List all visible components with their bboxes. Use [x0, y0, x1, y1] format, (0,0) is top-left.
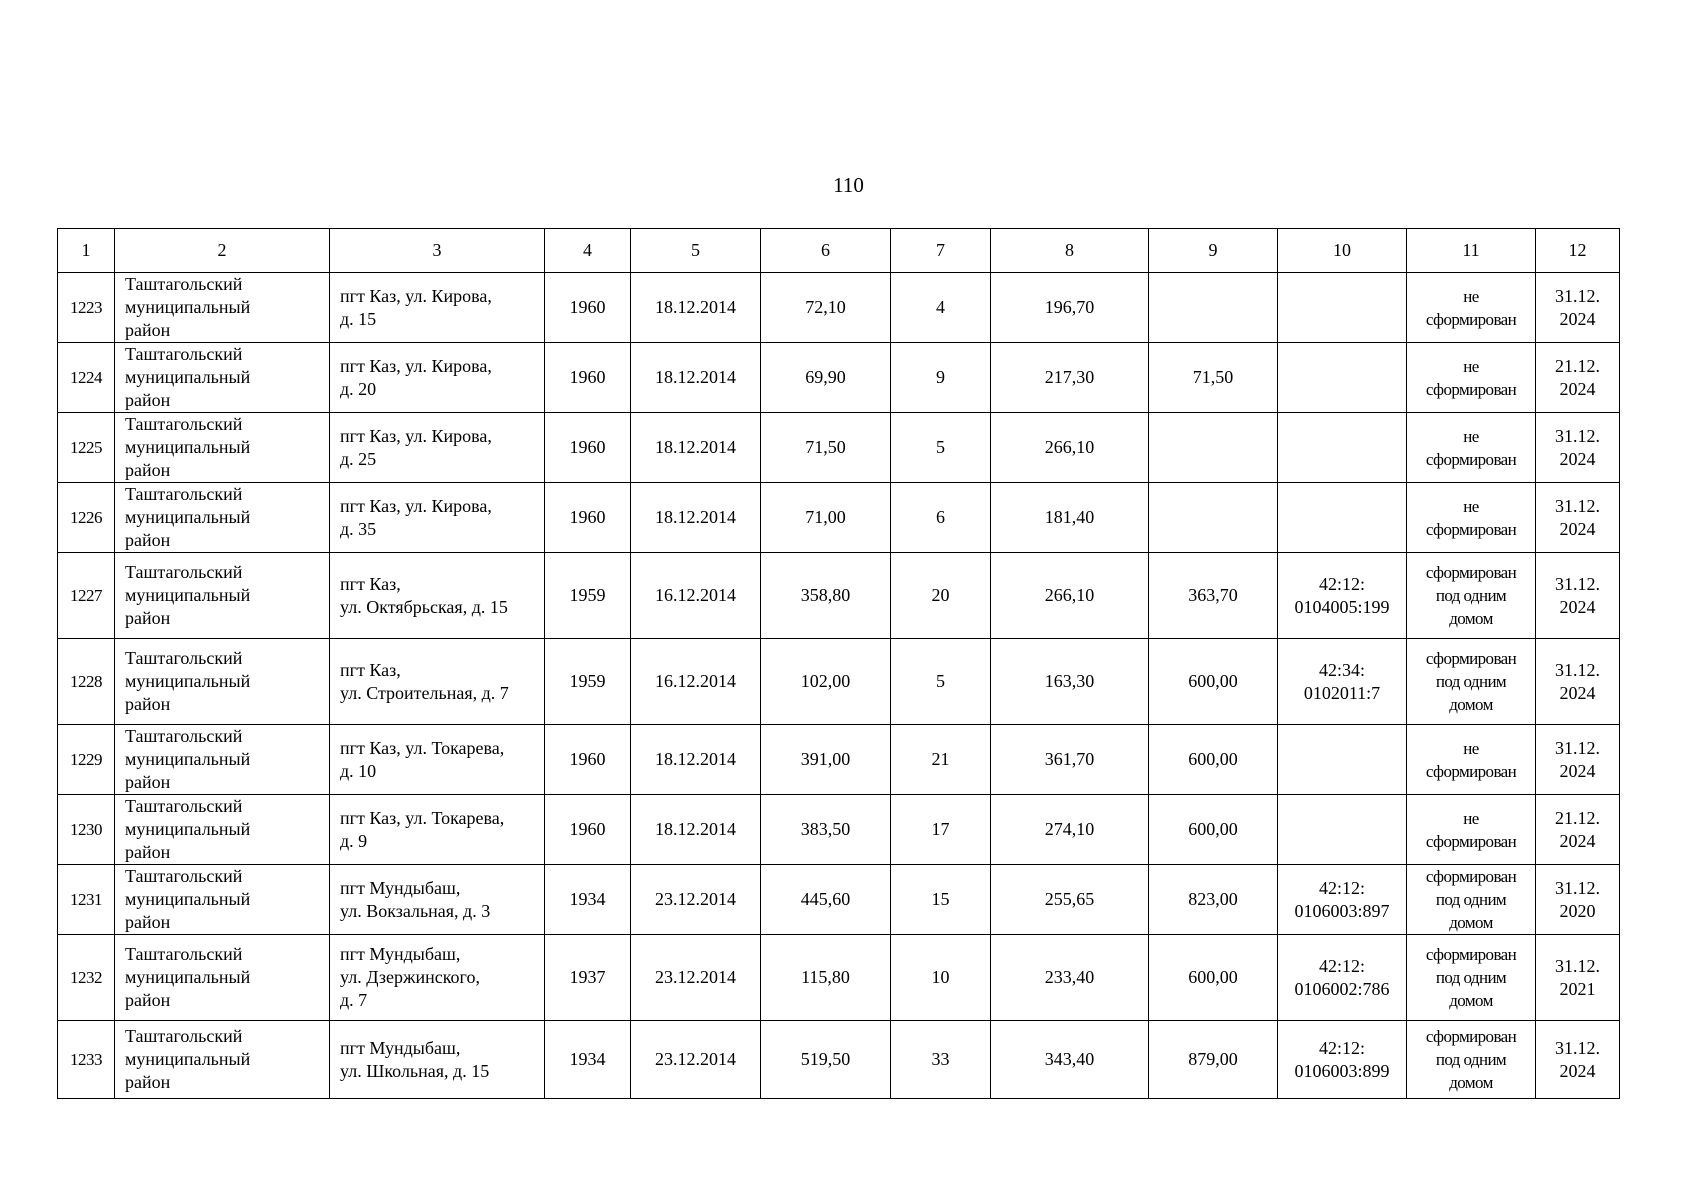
column-header: 12 [1536, 229, 1620, 273]
land-plot-status-cell: не сформирован [1407, 273, 1536, 343]
col8-value-cell: 217,30 [991, 343, 1149, 413]
table-row [58, 725, 1620, 795]
date-cell: 18.12.2014 [631, 343, 761, 413]
cadastral-number-cell [1278, 725, 1407, 795]
year-built-cell: 1960 [545, 483, 631, 553]
col9-value-cell: 879,00 [1149, 1021, 1278, 1099]
col8-value-cell: 181,40 [991, 483, 1149, 553]
table-row [58, 553, 1620, 639]
district-cell: Таштагольский муниципальный район [115, 1021, 330, 1099]
col9-value-cell: 363,70 [1149, 553, 1278, 639]
address-cell: пгт Каз, ул. Токарева, д. 10 [330, 725, 545, 795]
date-cell: 16.12.2014 [631, 639, 761, 725]
district-cell: Таштагольский муниципальный район [115, 553, 330, 639]
deadline-date-cell: 31.12. 2024 [1536, 413, 1620, 483]
deadline-date-cell: 31.12. 2021 [1536, 935, 1620, 1021]
col6-value-cell: 72,10 [761, 273, 891, 343]
district-cell: Таштагольский муниципальный район [115, 483, 330, 553]
col9-value-cell: 600,00 [1149, 725, 1278, 795]
district-cell: Таштагольский муниципальный район [115, 413, 330, 483]
column-header: 10 [1278, 229, 1407, 273]
row-number-cell: 1227 [58, 553, 115, 639]
year-built-cell: 1960 [545, 273, 631, 343]
row-number-cell: 1232 [58, 935, 115, 1021]
col9-value-cell: 600,00 [1149, 795, 1278, 865]
deadline-date-cell: 31.12. 2024 [1536, 483, 1620, 553]
year-built-cell: 1934 [545, 865, 631, 935]
row-number-cell: 1226 [58, 483, 115, 553]
table-row [58, 795, 1620, 865]
date-cell: 16.12.2014 [631, 553, 761, 639]
deadline-date-cell: 31.12. 2024 [1536, 725, 1620, 795]
col8-value-cell: 233,40 [991, 935, 1149, 1021]
housing-register-table [57, 228, 1620, 1099]
year-built-cell: 1959 [545, 553, 631, 639]
year-built-cell: 1937 [545, 935, 631, 1021]
address-cell: пгт Каз, ул. Кирова, д. 25 [330, 413, 545, 483]
cadastral-number-cell: 42:12: 0106003:899 [1278, 1021, 1407, 1099]
col9-value-cell: 823,00 [1149, 865, 1278, 935]
year-built-cell: 1960 [545, 795, 631, 865]
deadline-date-cell: 31.12. 2020 [1536, 865, 1620, 935]
col9-value-cell [1149, 483, 1278, 553]
col7-value-cell: 9 [891, 343, 991, 413]
address-cell: пгт Каз, ул. Токарева, д. 9 [330, 795, 545, 865]
column-header: 6 [761, 229, 891, 273]
address-cell: пгт Каз, ул. Кирова, д. 35 [330, 483, 545, 553]
col6-value-cell: 383,50 [761, 795, 891, 865]
district-cell: Таштагольский муниципальный район [115, 865, 330, 935]
cadastral-number-cell [1278, 343, 1407, 413]
land-plot-status-cell: сформирован под одним домом [1407, 639, 1536, 725]
address-cell: пгт Мундыбаш, ул. Школьная, д. 15 [330, 1021, 545, 1099]
land-plot-status-cell: сформирован под одним домом [1407, 1021, 1536, 1099]
land-plot-status-cell: не сформирован [1407, 413, 1536, 483]
row-number-cell: 1233 [58, 1021, 115, 1099]
col7-value-cell: 21 [891, 725, 991, 795]
col8-value-cell: 196,70 [991, 273, 1149, 343]
date-cell: 18.12.2014 [631, 413, 761, 483]
column-number-row [58, 229, 1620, 273]
cadastral-number-cell: 42:12: 0104005:199 [1278, 553, 1407, 639]
address-cell: пгт Мундыбаш, ул. Дзержинского, д. 7 [330, 935, 545, 1021]
col8-value-cell: 266,10 [991, 553, 1149, 639]
district-cell: Таштагольский муниципальный район [115, 725, 330, 795]
col8-value-cell: 255,65 [991, 865, 1149, 935]
deadline-date-cell: 21.12. 2024 [1536, 795, 1620, 865]
col6-value-cell: 519,50 [761, 1021, 891, 1099]
date-cell: 23.12.2014 [631, 865, 761, 935]
table-row [58, 273, 1620, 343]
col8-value-cell: 266,10 [991, 413, 1149, 483]
table-row [58, 865, 1620, 935]
date-cell: 18.12.2014 [631, 483, 761, 553]
col8-value-cell: 163,30 [991, 639, 1149, 725]
cadastral-number-cell [1278, 413, 1407, 483]
row-number-cell: 1230 [58, 795, 115, 865]
date-cell: 18.12.2014 [631, 273, 761, 343]
deadline-date-cell: 31.12. 2024 [1536, 273, 1620, 343]
col8-value-cell: 361,70 [991, 725, 1149, 795]
year-built-cell: 1959 [545, 639, 631, 725]
year-built-cell: 1960 [545, 343, 631, 413]
column-header: 8 [991, 229, 1149, 273]
date-cell: 23.12.2014 [631, 1021, 761, 1099]
col8-value-cell: 343,40 [991, 1021, 1149, 1099]
table-row [58, 413, 1620, 483]
col6-value-cell: 115,80 [761, 935, 891, 1021]
col9-value-cell [1149, 273, 1278, 343]
col6-value-cell: 358,80 [761, 553, 891, 639]
row-number-cell: 1225 [58, 413, 115, 483]
column-header: 7 [891, 229, 991, 273]
col9-value-cell [1149, 413, 1278, 483]
cadastral-number-cell [1278, 483, 1407, 553]
cadastral-number-cell: 42:12: 0106002:786 [1278, 935, 1407, 1021]
col6-value-cell: 71,00 [761, 483, 891, 553]
col6-value-cell: 391,00 [761, 725, 891, 795]
column-header: 11 [1407, 229, 1536, 273]
col7-value-cell: 20 [891, 553, 991, 639]
column-header: 3 [330, 229, 545, 273]
cadastral-number-cell: 42:34: 0102011:7 [1278, 639, 1407, 725]
deadline-date-cell: 31.12. 2024 [1536, 553, 1620, 639]
column-header: 9 [1149, 229, 1278, 273]
row-number-cell: 1224 [58, 343, 115, 413]
year-built-cell: 1960 [545, 413, 631, 483]
land-plot-status-cell: не сформирован [1407, 795, 1536, 865]
cadastral-number-cell: 42:12: 0106003:897 [1278, 865, 1407, 935]
district-cell: Таштагольский муниципальный район [115, 935, 330, 1021]
land-plot-status-cell: не сформирован [1407, 483, 1536, 553]
row-number-cell: 1229 [58, 725, 115, 795]
row-number-cell: 1228 [58, 639, 115, 725]
column-header: 2 [115, 229, 330, 273]
col7-value-cell: 4 [891, 273, 991, 343]
district-cell: Таштагольский муниципальный район [115, 639, 330, 725]
table-body [58, 273, 1620, 1099]
district-cell: Таштагольский муниципальный район [115, 795, 330, 865]
col8-value-cell: 274,10 [991, 795, 1149, 865]
col6-value-cell: 71,50 [761, 413, 891, 483]
table-row [58, 935, 1620, 1021]
land-plot-status-cell: сформирован под одним домом [1407, 935, 1536, 1021]
col7-value-cell: 5 [891, 413, 991, 483]
col9-value-cell: 600,00 [1149, 639, 1278, 725]
table-row [58, 639, 1620, 725]
year-built-cell: 1960 [545, 725, 631, 795]
address-cell: пгт Каз, ул. Октябрьская, д. 15 [330, 553, 545, 639]
col7-value-cell: 6 [891, 483, 991, 553]
address-cell: пгт Каз, ул. Строительная, д. 7 [330, 639, 545, 725]
address-cell: пгт Мундыбаш, ул. Вокзальная, д. 3 [330, 865, 545, 935]
col6-value-cell: 69,90 [761, 343, 891, 413]
col7-value-cell: 17 [891, 795, 991, 865]
col9-value-cell: 71,50 [1149, 343, 1278, 413]
land-plot-status-cell: не сформирован [1407, 343, 1536, 413]
page-number: 110 [833, 173, 864, 197]
land-plot-status-cell: сформирован под одним домом [1407, 553, 1536, 639]
district-cell: Таштагольский муниципальный район [115, 343, 330, 413]
cadastral-number-cell [1278, 273, 1407, 343]
land-plot-status-cell: сформирован под одним домом [1407, 865, 1536, 935]
column-header: 4 [545, 229, 631, 273]
deadline-date-cell: 31.12. 2024 [1536, 1021, 1620, 1099]
deadline-date-cell: 31.12. 2024 [1536, 639, 1620, 725]
address-cell: пгт Каз, ул. Кирова, д. 15 [330, 273, 545, 343]
col7-value-cell: 15 [891, 865, 991, 935]
table-row [58, 483, 1620, 553]
col6-value-cell: 102,00 [761, 639, 891, 725]
deadline-date-cell: 21.12. 2024 [1536, 343, 1620, 413]
district-cell: Таштагольский муниципальный район [115, 273, 330, 343]
col9-value-cell: 600,00 [1149, 935, 1278, 1021]
col7-value-cell: 33 [891, 1021, 991, 1099]
address-cell: пгт Каз, ул. Кирова, д. 20 [330, 343, 545, 413]
column-header: 1 [58, 229, 115, 273]
table-row [58, 343, 1620, 413]
col6-value-cell: 445,60 [761, 865, 891, 935]
col7-value-cell: 10 [891, 935, 991, 1021]
cadastral-number-cell [1278, 795, 1407, 865]
col7-value-cell: 5 [891, 639, 991, 725]
date-cell: 23.12.2014 [631, 935, 761, 1021]
column-header: 5 [631, 229, 761, 273]
land-plot-status-cell: не сформирован [1407, 725, 1536, 795]
row-number-cell: 1223 [58, 273, 115, 343]
table-row [58, 1021, 1620, 1099]
row-number-cell: 1231 [58, 865, 115, 935]
date-cell: 18.12.2014 [631, 795, 761, 865]
year-built-cell: 1934 [545, 1021, 631, 1099]
date-cell: 18.12.2014 [631, 725, 761, 795]
